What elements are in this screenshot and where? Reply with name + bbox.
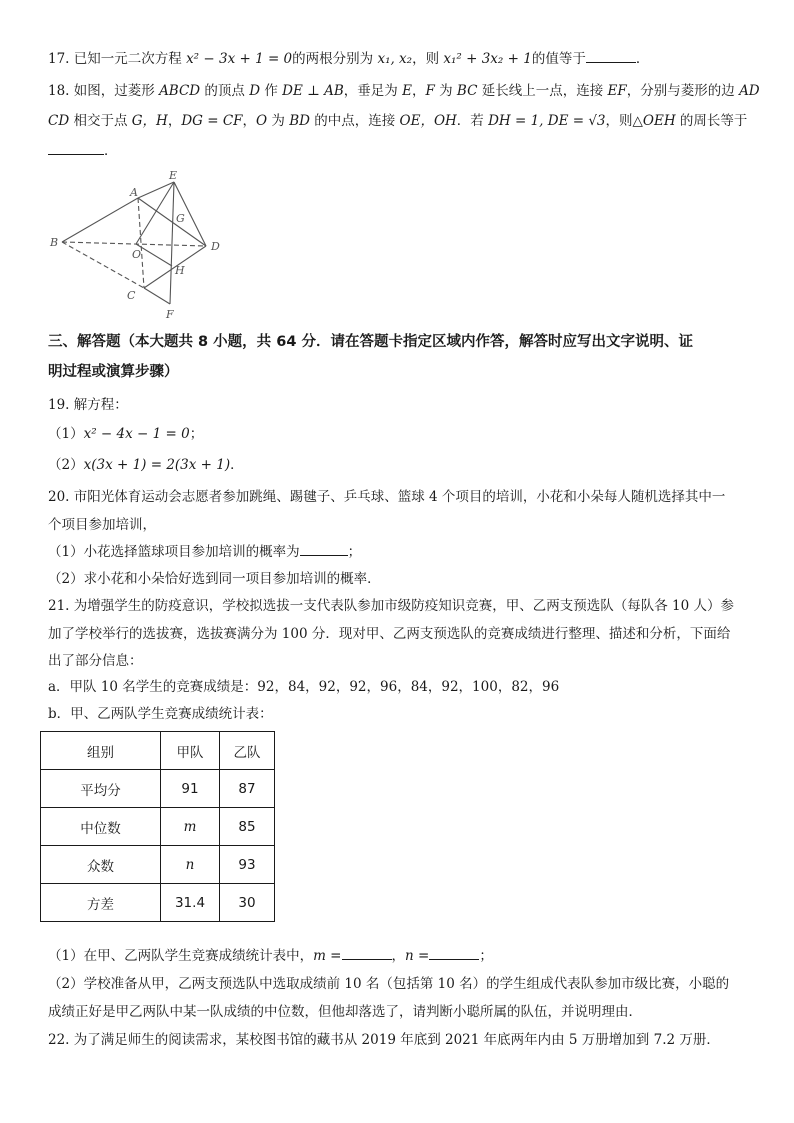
table-row (41, 808, 275, 846)
q17-line: 17. 已知一元二次方程 x² − 3x + 1 = 0的两根分别为 x₁, x₂，则 x₁² + 3x₂ + 1的值等于 ． (48, 51, 650, 67)
q21-line-3: 出了部分信息： (48, 653, 143, 669)
table-row (41, 884, 275, 922)
answer-blank (342, 947, 392, 960)
q20-part2: （2）求小花和小朵恰好选到同一项目参加培训的概率． (48, 571, 381, 587)
q18-line-3: ． (48, 142, 118, 160)
answer-blank (429, 947, 479, 960)
table-cell: 众数 (41, 846, 161, 884)
label-g: G (176, 212, 185, 225)
segment-eo (136, 182, 174, 244)
q21-part2-line-1: （2）学校准备从甲，乙两支预选队中选取成绩前 10 名（包括第 10 名）的学生组成代表队参加市级比赛，小聪的 (48, 976, 730, 992)
table-header: 甲队 (161, 732, 220, 770)
table-header: 乙队 (220, 732, 275, 770)
table-cell: 91 (161, 770, 220, 808)
q21-part1: （1）在甲、乙两队学生竞赛成绩统计表中，m = ，n = ； (48, 948, 493, 964)
label-b: B (50, 236, 59, 249)
label-e: E (169, 169, 178, 182)
table-cell: 方差 (41, 884, 161, 922)
table-cell: 85 (220, 808, 275, 846)
answer-blank (586, 50, 636, 63)
q21-line-2: 加了学校举行的选拔赛，选拔赛满分为 100 分．现对甲、乙两支预选队的竞赛成绩进行整理、描述和分析，下面给 (48, 626, 731, 642)
answer-blank (48, 142, 104, 155)
table-cell: n (161, 846, 220, 884)
q21-part2-line-2: 成绩正好是甲乙两队中某一队成绩的中位数，但他却落选了，请判断小聪所属的队伍，并说明理由． (48, 1004, 642, 1020)
label-c: C (127, 289, 136, 302)
q21-info-b: b．甲、乙两队学生竞赛成绩统计表： (48, 706, 273, 722)
label-o: O (132, 248, 142, 261)
table-cell: 93 (220, 846, 275, 884)
table-cell: m (161, 808, 220, 846)
label-a: A (130, 186, 138, 199)
answer-blank (300, 543, 348, 556)
segment-bd (62, 242, 206, 246)
table-cell: 30 (220, 884, 275, 922)
q18-line-1: 18. 如图，过菱形 ABCD 的顶点 D 作 DE ⊥ AB，垂足为 E，F 为 BC 延长线上一点，连接 EF，分别与菱形的边 AD (48, 83, 760, 99)
table-cell: 中位数 (41, 808, 161, 846)
table-row (41, 846, 275, 884)
label-h: H (175, 264, 185, 277)
section-heading-cont: 明过程或演算步骤） (48, 364, 179, 380)
table-header-row (41, 732, 275, 770)
table-header: 组别 (41, 732, 161, 770)
q19-part1: （1）x² − 4x − 1 = 0； (48, 426, 204, 442)
stats-table (40, 731, 275, 922)
table-cell: 平均分 (41, 770, 161, 808)
section-heading: 三、解答题（本大题共 8 小题，共 64 分．请在答题卡指定区域内作答，解答时应写出文字说明、证 (48, 334, 693, 350)
q19-title: 19. 解方程： (48, 397, 128, 413)
q20-part1: （1）小花选择篮球项目参加培训的概率为 ； (48, 544, 362, 560)
segment-ef (170, 182, 174, 304)
segment-cf (144, 288, 170, 304)
segment-ba (62, 198, 138, 242)
table-row (41, 770, 275, 808)
table-cell: 87 (220, 770, 275, 808)
segment-ac (138, 198, 144, 288)
q22-line-1: 22. 为了满足师生的阅读需求，某校图书馆的藏书从 2019 年底到 2021 年底两年内由 5 万册增加到 7.2 万册． (48, 1032, 720, 1048)
label-d: D (211, 240, 220, 253)
q20-line-1: 20. 市阳光体育运动会志愿者参加跳绳、踢毽子、乒乓球、篮球 4 个项目的培训，小花和小朵每人随机选择其中一 (48, 489, 726, 505)
q19-part2: （2）x(3x + 1) = 2(3x + 1)． (48, 457, 244, 473)
q17-equation: x² − 3x + 1 = 0 (186, 51, 293, 67)
q18-line-2: CD 相交于点 G，H，DG = CF，O 为 BD 的中点，连接 OE，OH．若 DH = 1, DE = √3，则△OEH 的周长等于 (48, 113, 748, 129)
q20-line-2: 个项目参加培训， (48, 517, 156, 533)
rhombus-figure (48, 166, 238, 326)
q21-line-1: 21. 为增强学生的防疫意识，学校拟选拔一支代表队参加市级防疫知识竞赛，甲、乙两支预选队（每队各 10 人）参 (48, 598, 735, 614)
label-f: F (166, 308, 174, 321)
q21-info-a: a．甲队 10 名学生的竞赛成绩是：92，84，92，92，96，84，92，100，82，96 (48, 679, 560, 695)
table-cell: 31.4 (161, 884, 220, 922)
